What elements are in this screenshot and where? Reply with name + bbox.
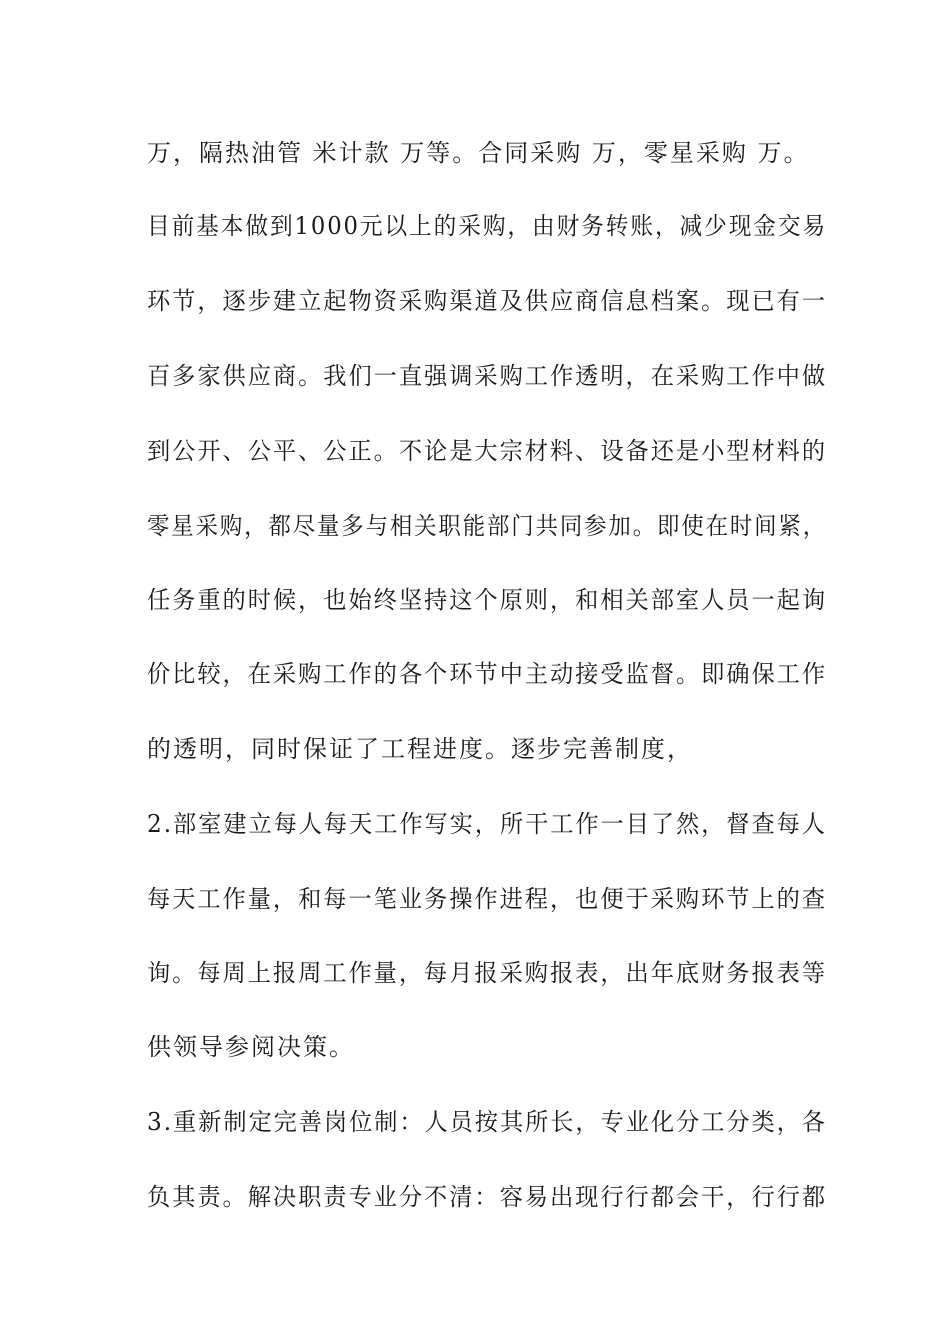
text-line: 价比较，在采购工作的各个环节中主动接受监督。即确保工作 <box>147 660 827 688</box>
text-line: 每天工作量，和每一笔业务操作进程，也便于采购环节上的查 <box>147 885 827 913</box>
text-line: 询。每周上报周工作量，每月报采购报表，出年底财务报表等 <box>147 959 827 987</box>
text-line: 2.部室建立每人每天工作写实，所干工作一目了然，督查每人 <box>147 810 827 838</box>
text-line: 任务重的时候，也始终坚持这个原则，和相关部室人员一起询 <box>147 586 827 614</box>
text-line: 3.重新制定完善岗位制：人员按其所长，专业化分工分类，各 <box>147 1108 827 1136</box>
text-line: 到公开、公平、公正。不论是大宗材料、设备还是小型材料的 <box>147 437 827 465</box>
text-line: 百多家供应商。我们一直强调采购工作透明，在采购工作中做 <box>147 362 827 390</box>
text-line: 供领导参阅决策。 <box>147 1033 355 1061</box>
text-line: 的透明，同时保证了工程进度。逐步完善制度， <box>147 735 693 763</box>
text-line: 负其责。解决职责专业分不清：容易出现行行都会干，行行都 <box>147 1183 827 1211</box>
text-line: 环节，逐步建立起物资采购渠道及供应商信息档案。现已有一 <box>147 287 827 315</box>
text-line: 零星采购，都尽量多与相关职能部门共同参加。即使在时间紧， <box>147 512 827 540</box>
text-line: 目前基本做到1000元以上的采购，由财务转账，减少现金交易 <box>147 212 828 240</box>
text-line: 万，隔热油管 米计款 万等。合同采购 万，零星采购 万。 <box>147 139 810 167</box>
